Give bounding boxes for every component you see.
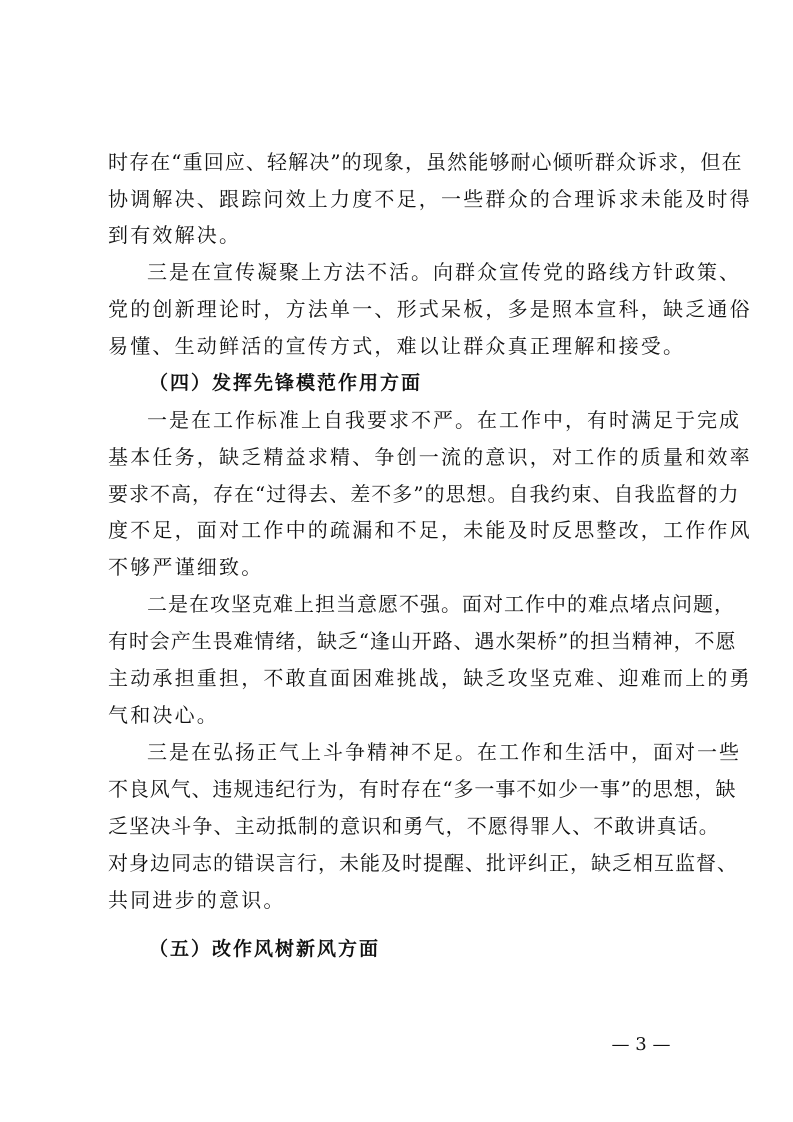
paragraph-line: 乏坚决斗争、主动抵制的意识和勇气，不愿得罪人、不敢讲真话。: [108, 814, 720, 838]
paragraph-line: 到有效解决。: [108, 223, 242, 247]
paragraph-line: 时存在“重回应、轻解决”的现象，虽然能够耐心倾听群众诉求，但在: [108, 150, 743, 174]
paragraph-line: 有时会产生畏难情绪，缺乏“逢山开路、遇水架桥”的担当精神，不愿: [108, 629, 737, 653]
paragraph-line: 一是在工作标准上自我要求不严。在工作中，有时满足于完成: [147, 408, 741, 432]
section-heading: （五）改作风树新风方面: [149, 938, 381, 960]
paragraph-line: 二是在攻坚克难上担当意愿不强。面对工作中的难点堵点问题，: [147, 592, 735, 616]
paragraph-line: 易懂、生动鲜活的宣传方式，难以让群众真正理解和接受。: [108, 334, 686, 358]
paragraph-line: 不良风气、违规违纪行为，有时存在“多一事不如少一事”的思想，缺: [108, 777, 737, 801]
paragraph-line: 三是在弘扬正气上斗争精神不足。在工作和生活中，面对一些: [147, 740, 741, 764]
paragraph-line: 三是在宣传凝聚上方法不活。向群众宣传党的路线方针政策、: [147, 260, 741, 284]
paragraph-line: 共同进步的意识。: [108, 888, 286, 912]
paragraph-line: 要求不高，存在“过得去、差不多”的思想。自我约束、自我监督的力: [108, 482, 740, 506]
paragraph-line: 气和决心。: [108, 703, 219, 727]
paragraph-line: 对身边同志的错误言行，未能及时提醒、批评纠正，缺乏相互监督、: [108, 851, 738, 875]
paragraph-line: 协调解决、跟踪问效上力度不足，一些群众的合理诉求未能及时得: [108, 187, 752, 211]
section-heading: （四）发挥先锋模范作用方面: [149, 372, 423, 394]
paragraph-line: 基本任务，缺乏精益求精、争创一流的意识，对工作的质量和效率: [108, 445, 752, 469]
paragraph-line: 不够严谨细致。: [108, 555, 264, 579]
paragraph-line: 度不足，面对工作中的疏漏和不足，未能及时反思整改，工作作风: [108, 518, 752, 542]
paragraph-line: 党的创新理论时，方法单一、形式呆板，多是照本宣科，缺乏通俗: [108, 297, 752, 321]
paragraph-line: 主动承担重担，不敢直面困难挑战，缺乏攻坚克难、迎难而上的勇: [108, 666, 752, 690]
page-number: — 3 —: [611, 1034, 671, 1055]
